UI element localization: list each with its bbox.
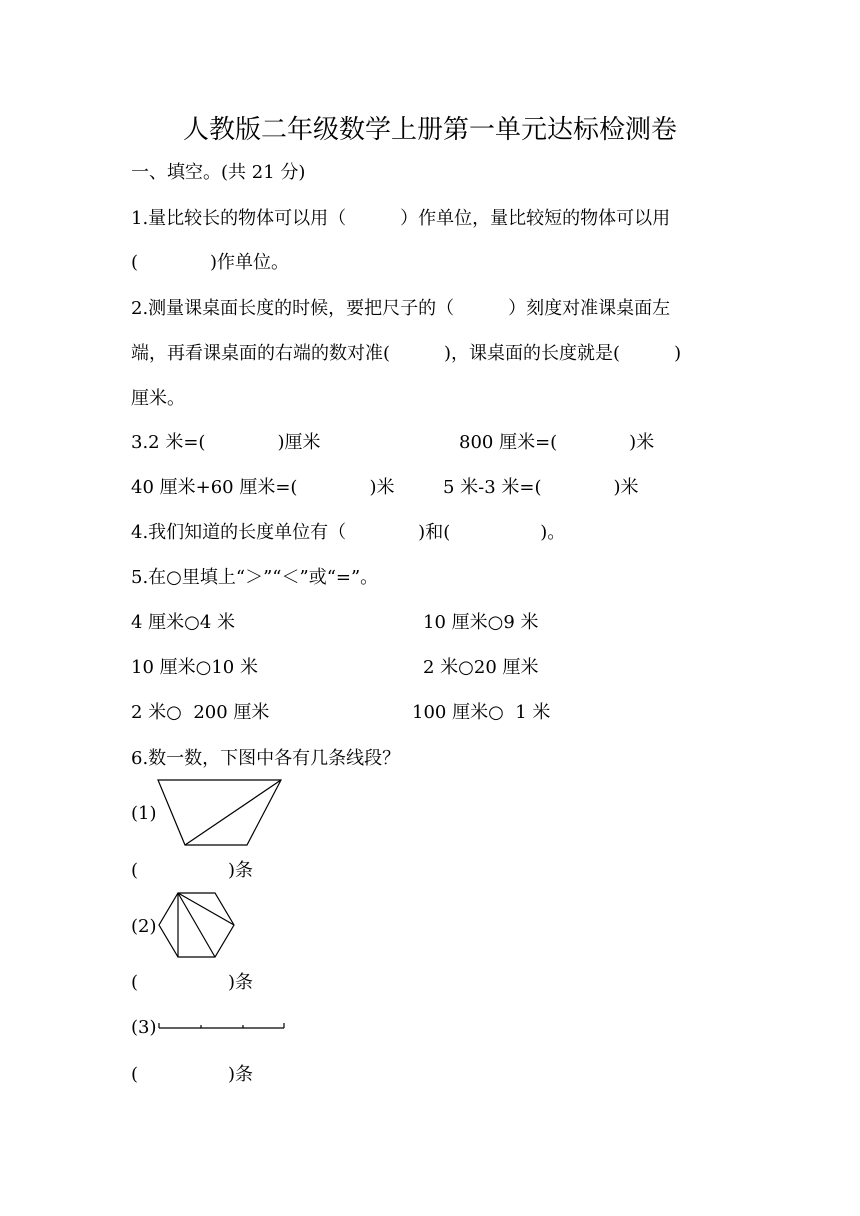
- question-2-line-3: 厘米。: [131, 388, 185, 409]
- question-3-item-b: 800 厘米=( )米: [459, 432, 655, 453]
- question-5-row-2-left: 10 厘米○10 米: [131, 657, 258, 678]
- question-6-stem: 6.数一数，下图中各有几条线段？: [131, 748, 401, 769]
- question-3-item-c: 40 厘米+60 厘米=( )米: [131, 477, 395, 498]
- figure-2-label: (2): [131, 916, 157, 937]
- question-1-line-2: ( )作单位。: [131, 252, 290, 273]
- trapezoid-outline: [158, 780, 281, 845]
- figure-1-answer: ( )条: [131, 860, 254, 881]
- question-5-row-2-right: 2 米○20 厘米: [423, 657, 539, 678]
- page-title: 人教版二年级数学上册第一单元达标检测卷: [182, 115, 677, 145]
- question-5-stem: 5.在○里填上“＞”“＜”或“=”。: [131, 567, 379, 588]
- question-5-row-1-left: 4 厘米○4 米: [131, 612, 236, 633]
- question-3-item-d: 5 米-3 米=( )米: [443, 477, 639, 498]
- figure-2-answer: ( )条: [131, 972, 254, 993]
- figure-1-label: (1): [131, 803, 157, 824]
- question-1-line-1: 1.量比较长的物体可以用（ ）作单位，量比较短的物体可以用: [131, 208, 671, 229]
- question-3-item-a: 3.2 米=( )厘米: [131, 432, 321, 453]
- question-4: 4.我们知道的长度单位有（ )和( )。: [131, 522, 566, 543]
- figure-3-label: (3): [131, 1017, 157, 1038]
- section-heading-fill-in: 一、填空。(共 21 分): [131, 162, 306, 183]
- figure-3-answer: ( )条: [131, 1064, 254, 1085]
- question-2-line-1: 2.测量课桌面长度的时候，要把尺子的（ ）刻度对准课桌面左: [131, 298, 671, 319]
- question-5-row-1-right: 10 厘米○9 米: [423, 612, 539, 633]
- hexagon-segment-b: [178, 893, 215, 957]
- figure-1-trapezoid: [155, 778, 285, 848]
- question-5-row-3-left: 2 米○ 200 厘米: [131, 702, 270, 723]
- question-2-line-2: 端，再看课桌面的右端的数对准( )，课桌面的长度就是( ): [131, 343, 682, 364]
- question-5-row-3-right: 100 厘米○ 1 米: [412, 702, 551, 723]
- trapezoid-diagonal: [185, 780, 281, 845]
- figure-3-segment-line: [158, 1020, 288, 1034]
- hexagon-segment-c: [178, 893, 234, 925]
- figure-2-hexagon: [157, 891, 237, 961]
